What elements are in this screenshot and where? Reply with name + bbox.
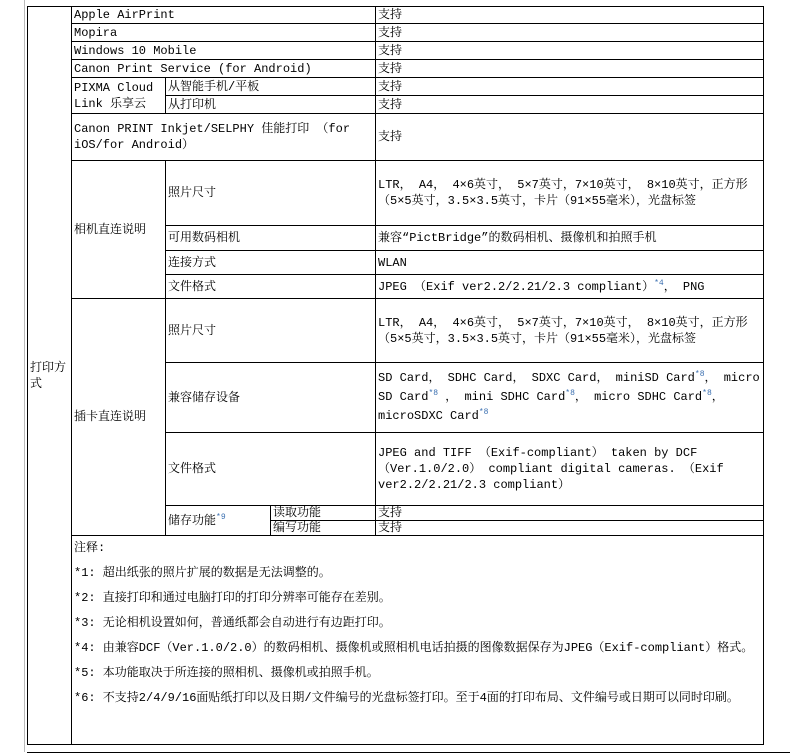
field-label: 文件格式 [166, 275, 376, 299]
row-name: Mopira [72, 24, 376, 42]
format-tail: ， PNG [663, 279, 705, 294]
media-item: SD Card， SDHC Card， SDXC Card， miniSD Card [378, 371, 695, 385]
field-value: JPEG and TIFF （Exif-compliant） taken by DCF （Ver.1.0/2.0） compliant digital cameras. （Exif ver2.2/2.21/2.3 compliant） [376, 433, 764, 506]
separator: ， [574, 390, 595, 404]
field-label: 照片尺寸 [166, 161, 376, 226]
pixma-name: PIXMA Cloud Link 乐享云 [72, 78, 166, 114]
notes [72, 536, 764, 745]
note-item: *1: 超出纸张的照片扩展的数据是无法调整的。 [74, 566, 331, 580]
divider [27, 752, 790, 753]
field-label: 文件格式 [166, 433, 376, 506]
card-label: 插卡直连说明 [72, 299, 166, 536]
media-item: micro SD Card [378, 371, 760, 404]
field-label [166, 506, 271, 536]
media-item: mini SDHC Card [464, 390, 566, 404]
left-border [24, 0, 25, 752]
row-name: Canon PRINT Inkjet/SELPHY 佳能打印 （for iOS/for Android） [72, 114, 376, 161]
footnote-ref: *8 [478, 408, 489, 417]
storage-label: 储存功能 [168, 513, 217, 528]
field-value [376, 363, 764, 433]
notes-row [28, 536, 764, 745]
row-value: 支持 [376, 114, 764, 161]
section-label: 打印方式 [28, 7, 72, 745]
field-value [376, 275, 764, 299]
media-item: microSDXC Card [378, 409, 479, 423]
field-value: LTR， A4， 4×6英寸， 5×7英寸，7×10英寸， 8×10英寸，正方形（5×5英寸，3.5×3.5英寸，卡片（91×55毫米），光盘标签 [376, 161, 764, 226]
field-value: 支持 [376, 506, 764, 521]
camera-label: 相机直连说明 [72, 161, 166, 299]
field-value: WLAN [376, 251, 764, 275]
note-item: *6: 不支持2/4/9/16面贴纸打印以及日期/文件编号的光盘标签打印。至于4面的打印布局、文件编号或日期可以同时印刷。 [74, 691, 739, 705]
pixma-sub-name: 从打印机 [166, 96, 376, 114]
row-value: 支持 [376, 60, 764, 78]
row-value: 支持 [376, 7, 764, 24]
field-label: 可用数码相机 [166, 226, 376, 251]
table-row [28, 161, 764, 226]
row-name: Windows 10 Mobile [72, 42, 376, 60]
separator: ， [711, 390, 724, 404]
row-value: 支持 [376, 42, 764, 60]
table-row [28, 114, 764, 161]
row-value: 支持 [376, 96, 764, 114]
field-value: LTR， A4， 4×6英寸， 5×7英寸，7×10英寸， 8×10英寸，正方形（5×5英寸，3.5×3.5英寸，卡片（91×55毫米），光盘标签 [376, 299, 764, 363]
field-value: 支持 [376, 521, 764, 536]
sub-label: 编写功能 [271, 521, 376, 536]
table-row [28, 7, 764, 24]
separator: ， [438, 390, 465, 404]
pixma-sub-name: 从智能手机/平板 [166, 78, 376, 96]
table-row [28, 60, 764, 78]
table-row [28, 24, 764, 42]
table-row [28, 42, 764, 60]
separator: ， [704, 371, 717, 385]
field-label: 照片尺寸 [166, 299, 376, 363]
note-item: *5: 本功能取决于所连接的照相机、摄像机或拍照手机。 [74, 666, 379, 680]
footnote-ref: *8 [428, 389, 439, 398]
footnote-ref: *8 [565, 389, 575, 398]
table-row [28, 299, 764, 363]
row-value: 支持 [376, 24, 764, 42]
footnote-ref: *9 [216, 512, 226, 522]
field-label: 连接方式 [166, 251, 376, 275]
note-item: *2: 直接打印和通过电脑打印的打印分辨率可能存在差别。 [74, 591, 391, 605]
notes-title: 注释: [74, 541, 106, 555]
footnote-ref: *8 [702, 389, 712, 398]
note-item: *3: 无论相机设置如何，普通纸都会自动进行有边距打印。 [74, 616, 391, 630]
table-row [28, 78, 764, 96]
row-name: Canon Print Service (for Android) [72, 60, 376, 78]
field-value: 兼容“PictBridge”的数码相机、摄像机和拍照手机 [376, 226, 764, 251]
footnote-ref: *8 [694, 370, 705, 379]
row-name: Apple AirPrint [72, 7, 376, 24]
format-text: JPEG （Exif ver2.2/2.21/2.3 compliant） [378, 279, 655, 294]
footnote-ref: *4 [654, 278, 664, 288]
row-value: 支持 [376, 78, 764, 96]
spec-table [27, 6, 764, 745]
sub-label: 读取功能 [271, 506, 376, 521]
media-item: micro SDHC Card [594, 390, 703, 404]
field-label: 兼容储存设备 [166, 363, 376, 433]
note-item: *4: 由兼容DCF（Ver.1.0/2.0）的数码相机、摄像机或照相机电话拍摄的图像数据保存为JPEG（Exif-compliant）格式。 [74, 641, 754, 655]
